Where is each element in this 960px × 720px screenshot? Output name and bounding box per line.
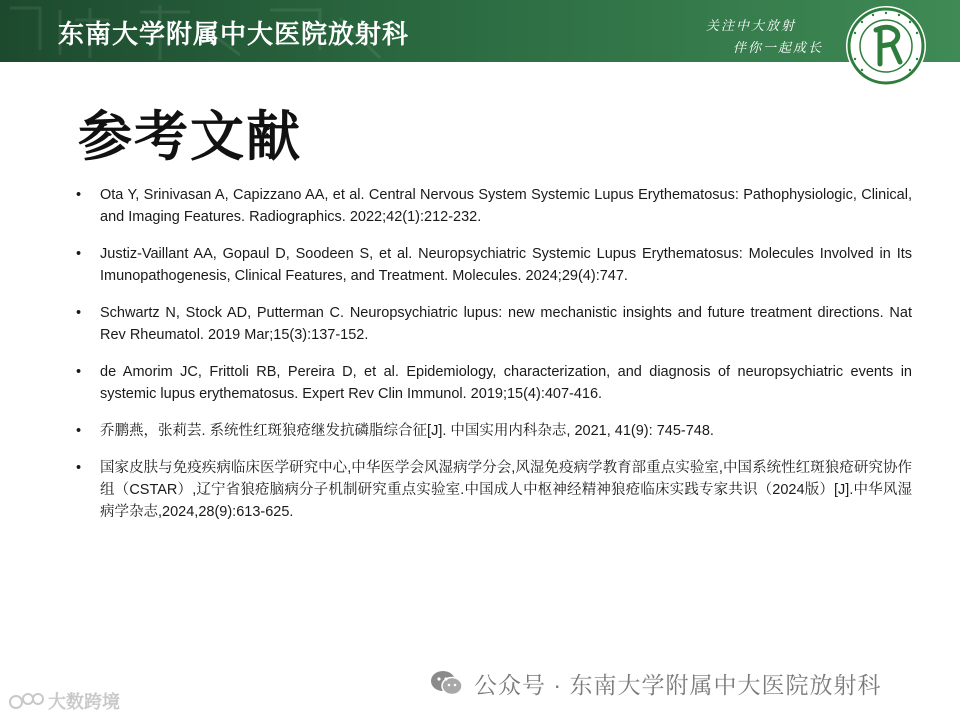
corner-watermark-text: 大数跨境 xyxy=(48,692,120,712)
platform-logo-icon xyxy=(8,690,44,712)
department-name: 东南大学附属中大医院放射科 xyxy=(58,20,410,50)
wechat-watermark xyxy=(430,666,881,700)
slogan-line-1: 关注中大放射 xyxy=(706,19,797,34)
reference-item: • Ota Y, Srinivasan A, Capizzano AA, et al. Central Nervous System Systemic Lupus Erythematosus: Pathophysiologic, Clinical, and Imaging Features. Radiographics. 2022;42(1):212-232. xyxy=(72,184,912,228)
reference-item: • de Amorim JC, Frittoli RB, Pereira D, et al. Epidemiology, characterization, and diagnosis of neuropsychiatric events in systemic lupus erythematosus. Expert Rev Clin Immunol. 2019;15(4):407-416. xyxy=(72,361,912,405)
reference-item: • 国家皮肤与免疫疾病临床医学研究中心,中华医学会风湿病学分会,风湿免疫病学教育部重点实验室,中国系统性红斑狼疮研究协作组（CSTAR）,辽宁省狼疮脑病分子机制研究重点实验室.中国成人中枢神经精神狼疮临床实践专家共识（2024版）[J].中华风湿病学杂志,2024,28(9):613-625. xyxy=(72,457,912,523)
header-banner xyxy=(0,0,960,62)
reference-item: • Schwartz N, Stock AD, Putterman C. Neuropsychiatric lupus: new mechanistic insights and future treatment directions. Nat Rev Rheumatol. 2019 Mar;15(3):137-152. xyxy=(72,302,912,346)
slogan-line-2: 伴你一起成长 xyxy=(733,41,824,56)
reference-item: • Justiz-Vaillant AA, Gopaul D, Soodeen S, et al. Neuropsychiatric Systemic Lupus Erythematosus: Molecules Involved in Its Imunopathogenesis, Clinical Features, and Treatment. Molecules. 2024;29(4):747. xyxy=(72,243,912,287)
reference-item: • 乔鹏燕，张莉芸. 系统性红斑狼疮继发抗磷脂综合征[J]. 中国实用内科杂志, 2021, 41(9): 745-748. xyxy=(72,420,912,442)
slide-title: 参考文献 xyxy=(78,105,302,168)
wechat-icon xyxy=(430,669,464,697)
references-list xyxy=(72,184,912,538)
hospital-radiology-seal-logo-icon xyxy=(844,4,928,88)
watermark-text: 公众号 · 东南大学附属中大医院放射科 xyxy=(474,671,882,698)
corner-watermark xyxy=(8,688,120,714)
